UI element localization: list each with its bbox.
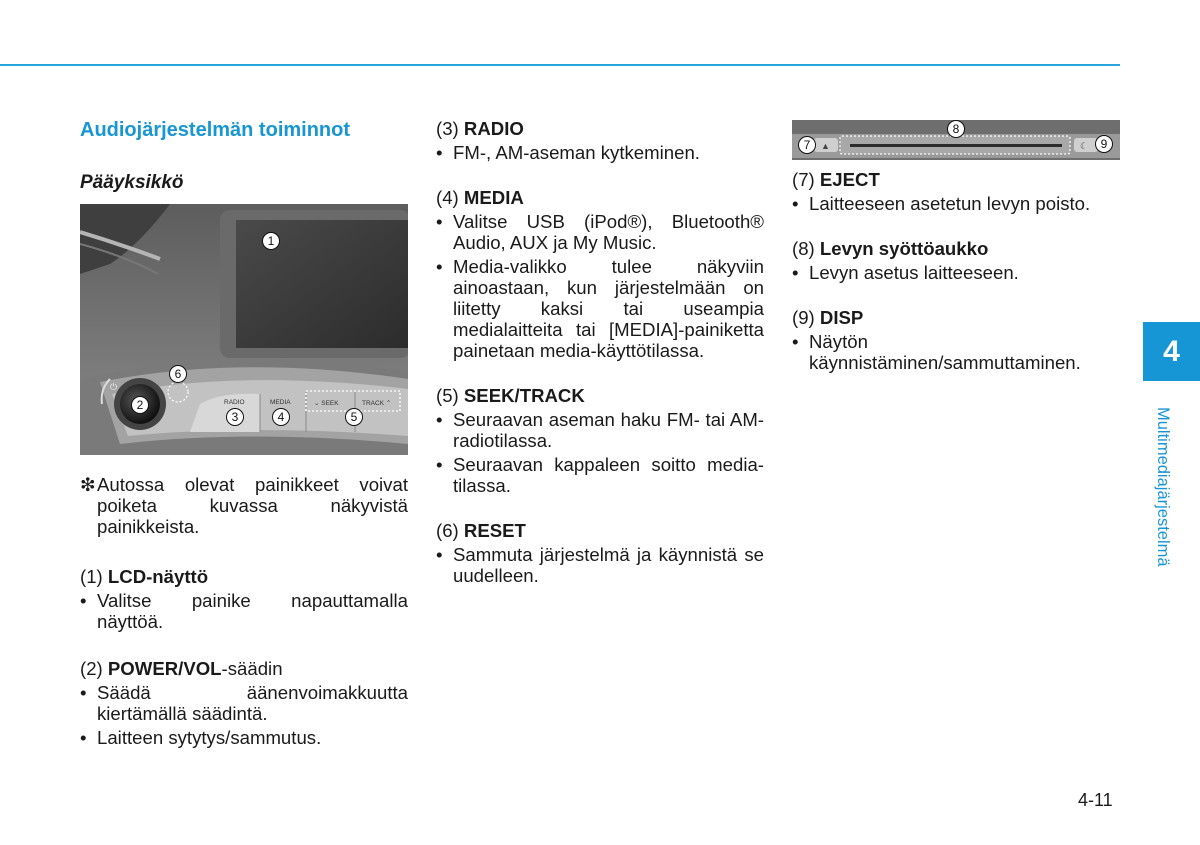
note-text: Autossa olevat painikkeet voivat poiketa kuvassa näkyvistä painikkeista. [97,474,408,537]
radio-button-label: RADIO [224,399,245,406]
callout-6: 6 [169,365,187,383]
callout-4: 4 [272,408,290,426]
item-4-bullets [436,211,764,361]
item-heading-3: (3) RADIO [436,118,524,139]
item-9-bullets [792,331,1120,373]
column-left-text [80,474,408,748]
cd-slot-photo [792,120,1120,160]
item-heading-9: (9) DISP [792,307,864,328]
track-button-label: TRACK ⌃ [362,400,392,407]
column-right [792,169,1120,373]
item-5-bullets [436,409,764,496]
head-unit-photo [80,204,408,455]
list-item: • Näytön käynnistäminen/sammuttaminen. [792,331,1120,373]
item-3-bullets [436,142,764,163]
list-item: • Valitse painike napauttamalla näyttöä. [80,590,408,632]
item-6-bullets [436,544,764,586]
svg-text:▲: ▲ [821,141,830,151]
top-rule [0,64,1120,66]
section-title: Audiojärjestelmän toiminnot [80,119,351,141]
chapter-side-label [1152,407,1192,577]
list-item: • FM-, AM-aseman kytkeminen. [436,142,764,163]
list-item: • Valitse USB (iPod®), Bluetooth® Audio, AUX ja My Music. [436,211,764,253]
item-heading-8: (8) Levyn syöttöaukko [792,238,989,259]
list-item: • Sammuta järjestelmä ja käynnistä se uudelleen. [436,544,764,586]
callout-8: 8 [947,120,965,138]
callout-7: 7 [798,136,816,154]
item-heading-7: (7) EJECT [792,169,880,190]
item-heading-2: (2) POWER/VOL-säädin [80,658,283,679]
item-8-bullets [792,262,1120,283]
seek-button-label: ⌄ SEEK [314,400,339,407]
callout-2: 2 [131,396,149,414]
item-1-bullets [80,590,408,632]
note-symbol-icon: ❇ [80,474,96,495]
note [80,474,408,537]
svg-text:☾: ☾ [1080,141,1089,151]
item-heading-1: (1) LCD-näyttö [80,566,209,587]
list-item: • Säädä äänenvoimakkuutta kiertämällä säädintä. [80,682,408,724]
item-heading-6: (6) RESET [436,520,526,541]
section-subtitle: Pääyksikkö [80,172,184,193]
list-item: • Laitteeseen asetetun levyn poisto. [792,193,1120,214]
callout-1: 1 [262,232,280,250]
callout-5: 5 [345,408,363,426]
list-item: • Seuraavan kappaleen soitto media-tilassa. [436,454,764,496]
item-2-bullets [80,682,408,748]
media-button-label: MEDIA [270,399,291,406]
chapter-label-text: Multimediajärjestelmä [1154,407,1172,567]
svg-text:⏻: ⏻ [110,383,118,393]
column-left [80,118,408,195]
callout-9: 9 [1095,135,1113,153]
column-middle [436,118,764,586]
list-item: • Media-valikko tulee näkyviin ainoastaan, kun järjestelmään on liitetty kaksi tai useampia medialaitteita tai [MEDIA]-painiketta painetaan media-käyttötilassa. [436,256,764,361]
item-heading-4: (4) MEDIA [436,187,524,208]
item-7-bullets [792,193,1120,214]
callout-3: 3 [226,408,244,426]
list-item: • Laitteen sytytys/sammutus. [80,727,408,748]
item-heading-5: (5) SEEK/TRACK [436,385,585,406]
list-item: • Seuraavan aseman haku FM- tai AM-radiotilassa. [436,409,764,451]
chapter-tab: 4 [1143,322,1200,381]
list-item: • Levyn asetus laitteeseen. [792,262,1120,283]
page-number: 4-11 [1078,790,1113,810]
